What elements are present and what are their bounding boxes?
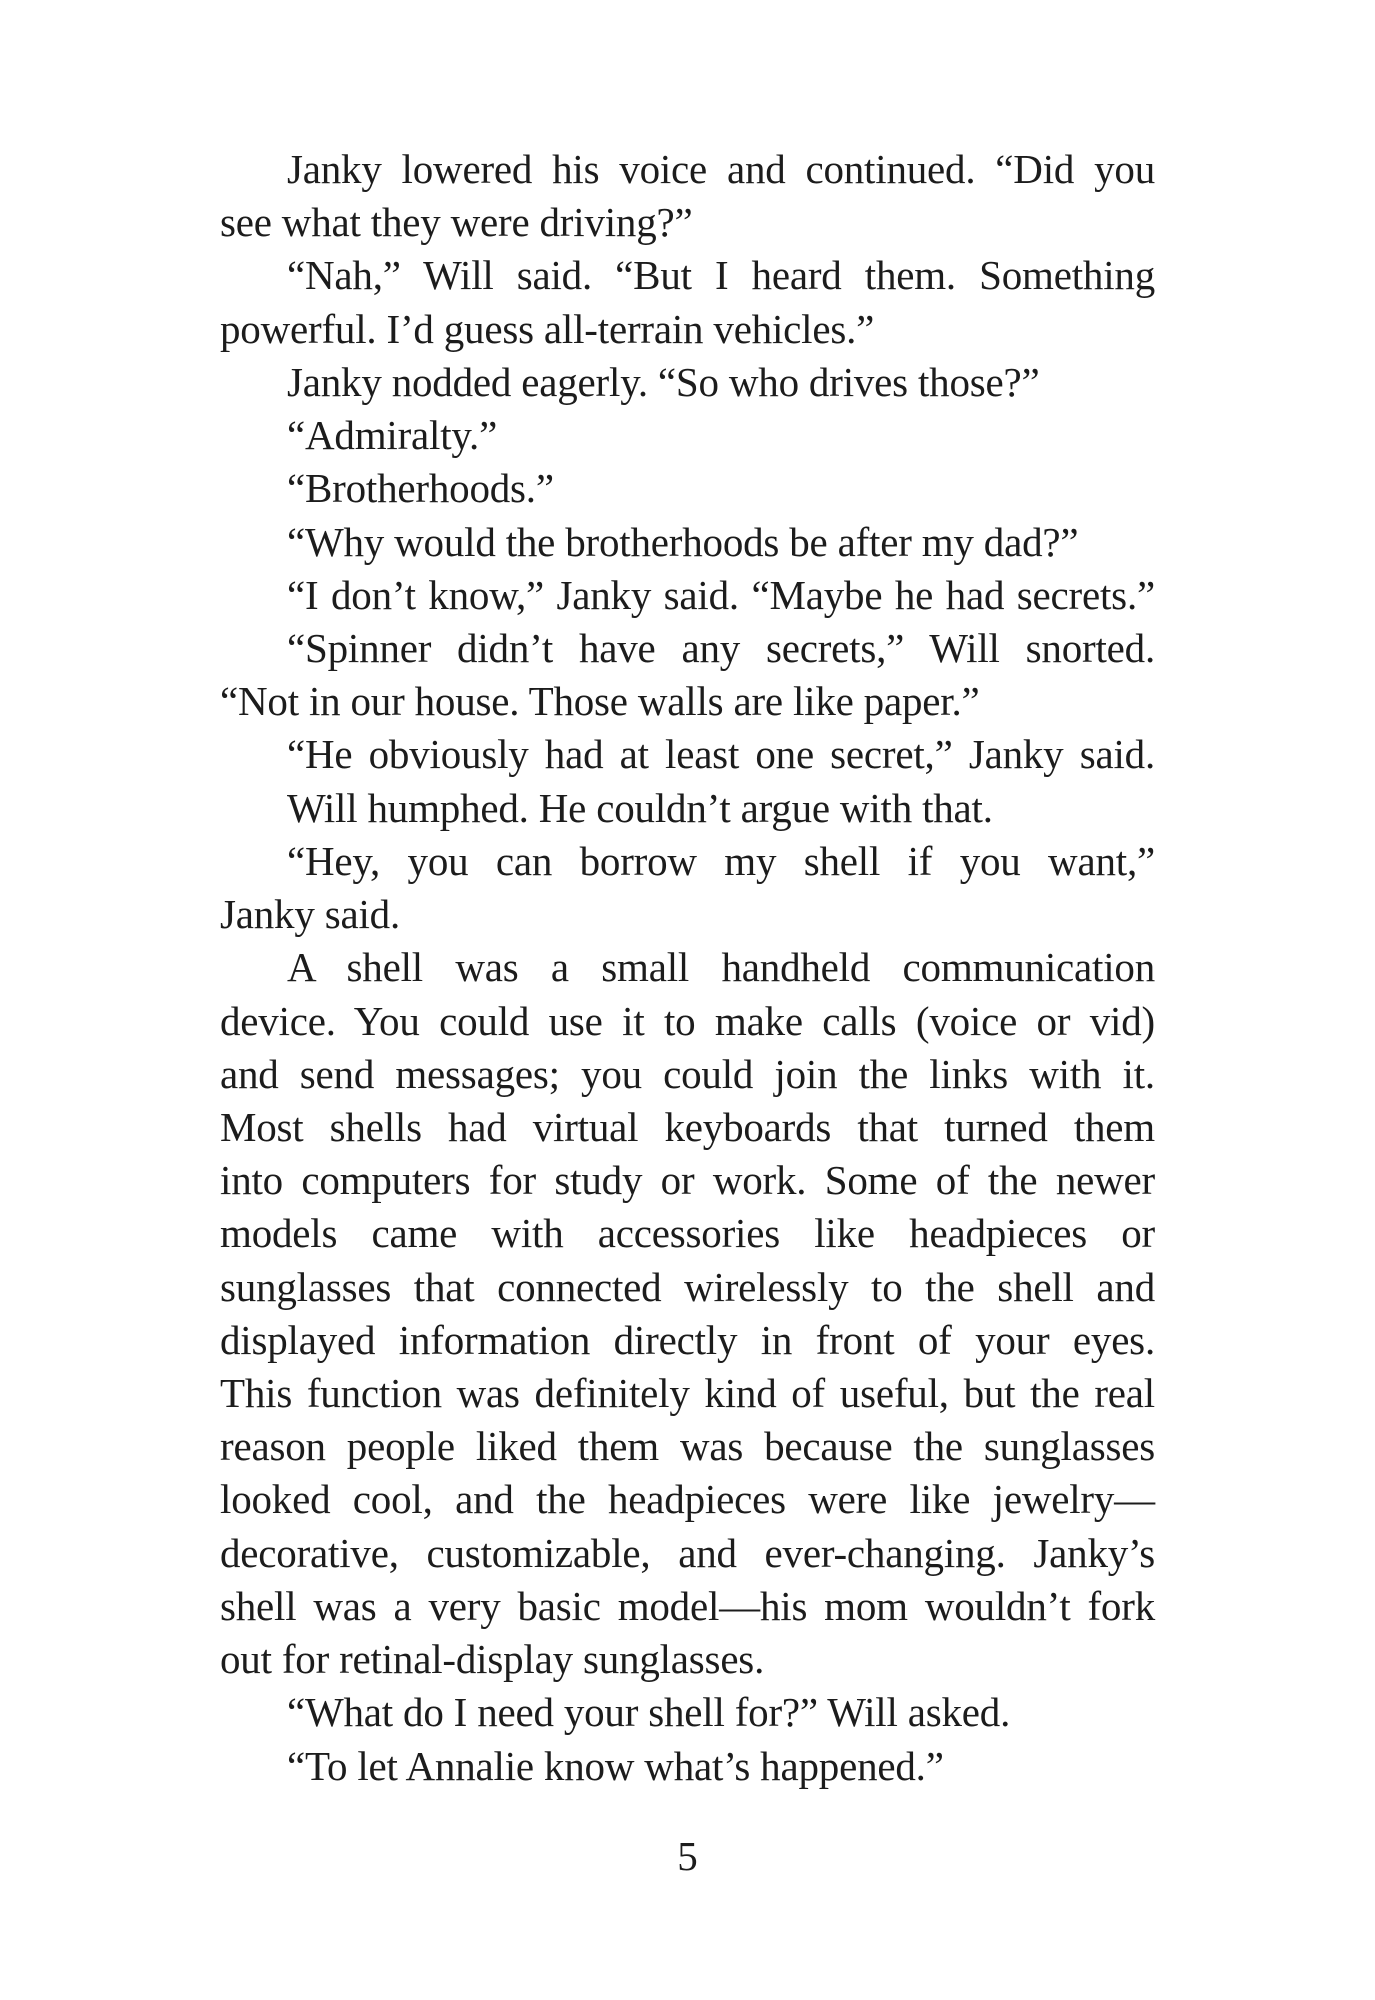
text-line: “Hey, you can borrow my shell if you want,” [287, 837, 1155, 884]
text-line: “What do I need your shell for?” Will asked. [287, 1689, 1011, 1736]
text-line: into computers for study or work. Some of the newer [220, 1157, 1155, 1204]
body-text [220, 143, 1155, 1793]
text-line: see what they were driving?” [220, 199, 693, 246]
text-line: decorative, customizable, and ever-changing. Janky’s [220, 1529, 1155, 1576]
text-line: and send messages; you could join the links with it. [220, 1050, 1155, 1097]
text-line: Will humphed. He couldn’t argue with that. [287, 784, 993, 831]
text-line: models came with accessories like headpieces or [220, 1210, 1155, 1257]
text-line: looked cool, and the headpieces were like jewelry— [220, 1476, 1155, 1523]
text-line: “He obviously had at least one secret,” Janky said. [287, 731, 1155, 778]
text-line: Most shells had virtual keyboards that turned them [220, 1103, 1155, 1150]
text-line: “Not in our house. Those walls are like paper.” [220, 678, 980, 725]
text-line: A shell was a small handheld communication [287, 944, 1155, 991]
text-line: “Admiralty.” [287, 412, 498, 459]
page-number: 5 [677, 1833, 698, 1879]
text-line: “I don’t know,” Janky said. “Maybe he had secrets.” [287, 571, 1155, 618]
text-line: Janky said. [220, 891, 400, 938]
text-line: “Nah,” Will said. “But I heard them. Something [287, 252, 1155, 299]
text-line: shell was a very basic model—his mom wouldn’t fork [220, 1582, 1155, 1629]
text-line: “To let Annalie know what’s happened.” [287, 1742, 944, 1789]
text-line: reason people liked them was because the sunglasses [220, 1423, 1155, 1470]
text-line: “Spinner didn’t have any secrets,” Will snorted. [287, 624, 1155, 671]
text-line: “Why would the brotherhoods be after my dad?” [287, 518, 1079, 565]
text-line: This function was definitely kind of useful, but the real [220, 1370, 1155, 1417]
text-line: powerful. I’d guess all-terrain vehicles.” [220, 305, 875, 352]
text-line: “Brotherhoods.” [287, 465, 554, 512]
text-line: device. You could use it to make calls (voice or vid) [220, 997, 1155, 1044]
text-line: Janky nodded eagerly. “So who drives those?” [287, 358, 1040, 405]
text-line: Janky lowered his voice and continued. “Did you [287, 146, 1155, 192]
text-line: out for retinal-display sunglasses. [220, 1636, 765, 1683]
text-line: sunglasses that connected wirelessly to the shell and [220, 1263, 1155, 1310]
text-line: displayed information directly in front of your eyes. [220, 1316, 1155, 1363]
